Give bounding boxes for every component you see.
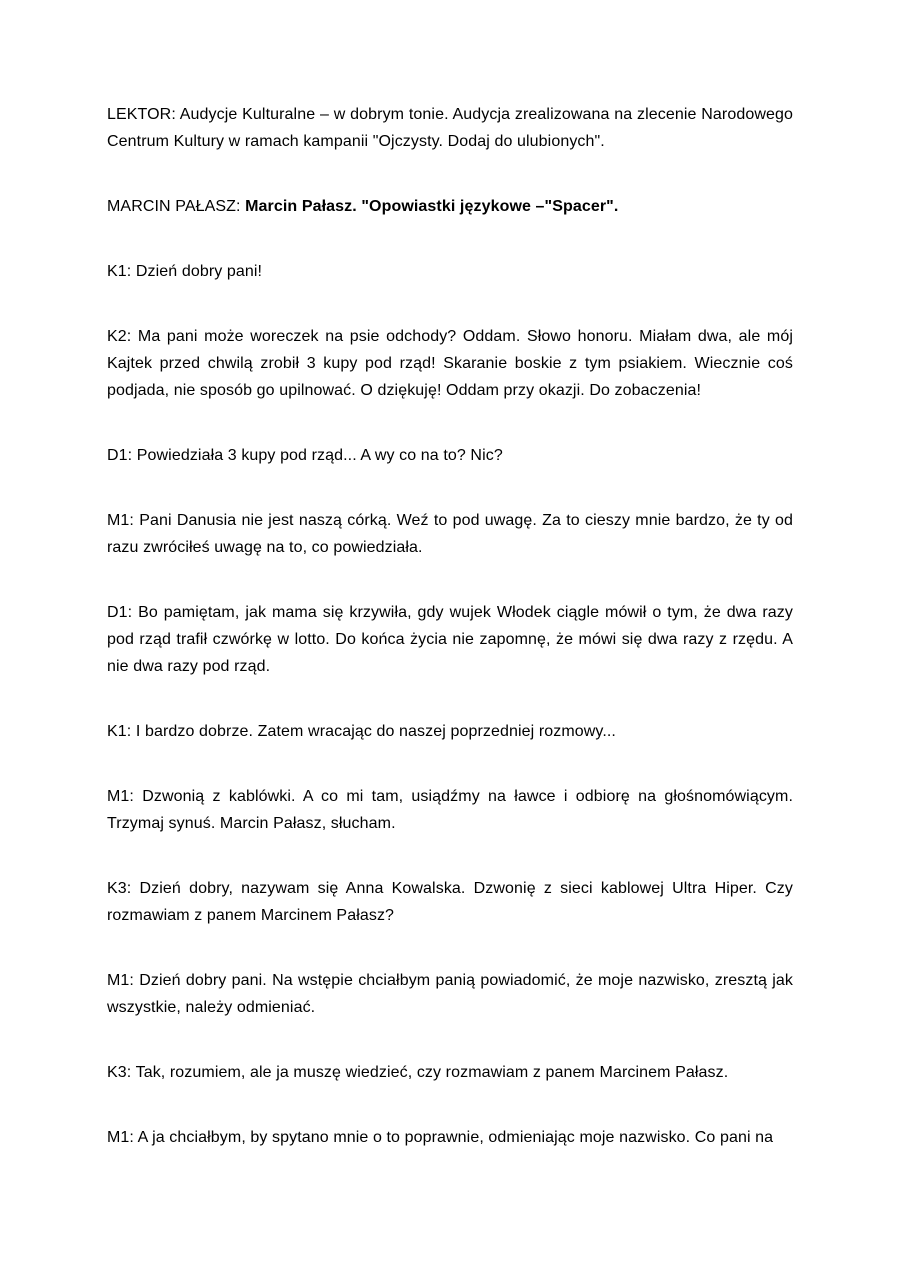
speaker-label: M1: xyxy=(107,512,134,529)
paragraph-text: Pani Danusia nie jest naszą córką. Weź to pod uwagę. Za to cieszy mnie bardzo, że ty od razu zwróciłeś uwagę na to, co powiedziała. xyxy=(107,512,794,556)
speaker-label: LEKTOR: xyxy=(107,106,176,123)
paragraph-d1-2 xyxy=(107,599,793,680)
paragraph-text: Dzwonią z kablówki. A co mi tam, usiądźmy na ławce i odbiorę na głośnomówiącym. Trzymaj synuś. Marcin Pałasz, słucham. xyxy=(107,788,793,832)
paragraph-m1 xyxy=(107,507,793,561)
speaker-label: K2: xyxy=(107,328,132,345)
paragraph-k1 xyxy=(107,258,793,285)
paragraph-k2 xyxy=(107,323,793,404)
speaker-label: M1: xyxy=(107,788,134,805)
paragraph-m1-4 xyxy=(107,1124,793,1151)
paragraph-lektor xyxy=(107,101,793,155)
paragraph-text: Dzień dobry pani! xyxy=(135,263,263,280)
speaker-label: K3: xyxy=(107,1064,132,1081)
paragraph-k1-2 xyxy=(107,718,793,745)
speaker-label: K1: xyxy=(107,263,132,280)
paragraph-text: Powiedziała 3 kupy pod rząd... A wy co na to? Nic? xyxy=(136,447,503,464)
paragraph-text: Ma pani może woreczek na psie odchody? Oddam. Słowo honoru. Miałam dwa, ale mój Kajtek przed chwilą zrobił 3 kupy pod rząd! Skaranie boskie z tym psiakiem. Wiecznie coś podjada, nie sposób go upilnować. O dziękuję! Oddam przy okazji. Do zobaczenia! xyxy=(107,328,793,399)
speaker-label: D1: xyxy=(107,447,133,464)
paragraph-text: Tak, rozumiem, ale ja muszę wiedzieć, czy rozmawiam z panem Marcinem Pałasz. xyxy=(135,1064,729,1081)
paragraph-text: A ja chciałbym, by spytano mnie o to poprawnie, odmieniając moje nazwisko. Co pani na xyxy=(137,1129,774,1146)
paragraph-text: Dzień dobry, nazywam się Anna Kowalska. Dzwonię z sieci kablowej Ultra Hiper. Czy rozmawiam z panem Marcinem Pałasz? xyxy=(107,880,794,924)
speaker-label: K3: xyxy=(107,880,132,897)
paragraph-text: I bardzo dobrze. Zatem wracając do naszej poprzedniej rozmowy... xyxy=(135,723,616,740)
paragraph-text: Dzień dobry pani. Na wstępie chciałbym panią powiadomić, że moje nazwisko, zresztą jak wszystkie, należy odmieniać. xyxy=(107,972,793,1016)
paragraph-d1 xyxy=(107,442,793,469)
speaker-label: M1: xyxy=(107,1129,134,1146)
paragraph-text: Bo pamiętam, jak mama się krzywiła, gdy wujek Włodek ciągle mówił o tym, że dwa razy pod rząd trafił czwórkę w lotto. Do końca życia nie zapomnę, że mówi się dwa razy z rzędu. A nie dwa razy pod rząd. xyxy=(107,604,794,675)
paragraph-marcin-palasz-title xyxy=(107,193,793,220)
paragraph-k3 xyxy=(107,875,793,929)
paragraph-m1-2 xyxy=(107,783,793,837)
speaker-label: MARCIN PAŁASZ: xyxy=(107,198,241,215)
speaker-label: K1: xyxy=(107,723,132,740)
paragraph-text: Audycje Kulturalne – w dobrym tonie. Audycja zrealizowana na zlecenie Narodowego Centrum Kultury w ramach kampanii "Ojczysty. Dodaj do ulubionych". xyxy=(107,106,793,150)
speaker-label: D1: xyxy=(107,604,133,621)
paragraph-m1-3 xyxy=(107,967,793,1021)
paragraph-text-bold: Marcin Pałasz. "Opowiastki językowe –"Spacer". xyxy=(245,198,619,215)
paragraph-k3-2 xyxy=(107,1059,793,1086)
speaker-label: M1: xyxy=(107,972,134,989)
